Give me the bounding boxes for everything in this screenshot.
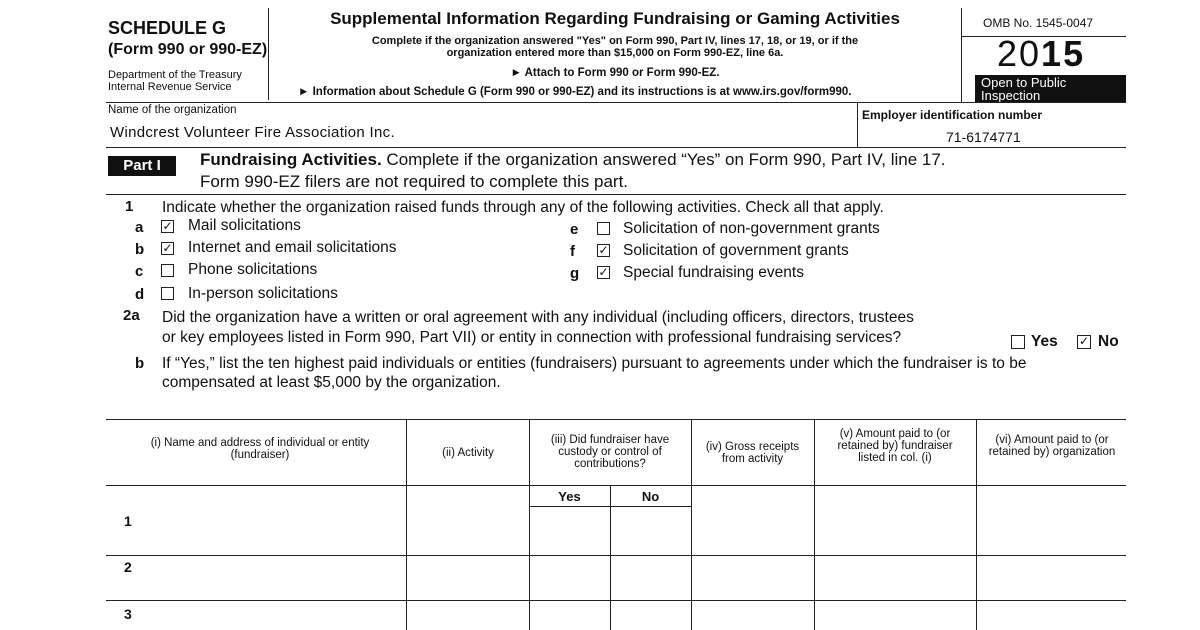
activity-b-label: Internet and email solicitations [188, 239, 397, 256]
part-one-heading-rest: Complete if the organization answered “Yes” on Form 990, Part IV, line 17. [381, 150, 946, 169]
activity-f-label: Solicitation of government grants [623, 242, 849, 259]
irs-label: Internal Revenue Service [108, 81, 232, 93]
table-header-bottom-rule [106, 485, 1126, 486]
column-header-gross-receipts: (iv) Gross receipts from activity [705, 441, 800, 465]
table-row-3-number: 3 [124, 606, 132, 622]
part-one-badge: Part I [108, 156, 176, 176]
activity-e-label: Solicitation of non-government grants [623, 220, 880, 237]
activity-a-checkbox[interactable]: ✓ [162, 219, 173, 233]
question-2a-yes-label: Yes [1031, 333, 1058, 350]
form-subtitle-2: organization entered more than $15,000 on Form 990-EZ, line 6a. [446, 47, 784, 59]
activity-d-checkbox[interactable] [161, 287, 174, 300]
activity-a-label: Mail solicitations [188, 217, 301, 234]
column-subheader-no: No [641, 489, 660, 504]
ein-divider [857, 102, 858, 148]
form-subtitle-1: Complete if the organization answered "Yes" on Form 990, Part IV, lines 17, 18, or 19, or if the [371, 35, 859, 47]
activity-c-letter: c [135, 263, 144, 280]
ein-label: Employer identification number [862, 108, 1043, 122]
table-row-2-number: 2 [124, 559, 132, 575]
open-to-public-line1: Open to Public [981, 75, 1067, 90]
table-col-divider-5 [976, 419, 977, 630]
question-2a-no-label: No [1098, 333, 1119, 350]
question-2b-line1: If “Yes,” list the ten highest paid individuals or entities (fundraisers) pursuant to agreements under which the fundraiser is to be [162, 355, 1027, 372]
column-subheader-yes: Yes [558, 489, 581, 504]
activity-g-letter: g [570, 265, 580, 282]
activity-c-label: Phone solicitations [188, 261, 318, 278]
table-row-2-rule [106, 600, 1126, 601]
line-1-number: 1 [125, 198, 134, 215]
department-label: Department of the Treasury [108, 69, 242, 81]
table-top-rule [106, 419, 1126, 420]
form-title: Supplemental Information Regarding Fundraising or Gaming Activities [330, 9, 900, 28]
table-col-divider-1 [406, 419, 407, 630]
activity-e-checkbox[interactable] [597, 222, 610, 235]
part-one-heading-bold: Fundraising Activities. [200, 150, 382, 169]
question-2b-line2: compensated at least $5,000 by the organization. [162, 374, 501, 391]
line-1-text: Indicate whether the organization raised funds through any of the following activities. Check all that apply. [162, 199, 884, 216]
activity-d-letter: d [135, 286, 145, 303]
activity-b-checkbox[interactable]: ✓ [162, 241, 173, 255]
question-2a-yes-checkbox[interactable] [1011, 335, 1025, 349]
activity-e-letter: e [570, 221, 579, 238]
column-header-paid-to-organization: (vi) Amount paid to (or retained by) organization [988, 434, 1116, 458]
table-col-divider-3 [691, 419, 692, 630]
part-one-heading [200, 150, 946, 170]
activity-d-label: In-person solicitations [188, 285, 338, 302]
part-one-heading-line2: Form 990-EZ filers are not required to complete this part. [200, 172, 629, 191]
question-2a-line2: or key employees listed in Form 990, Part VII) or entity in connection with professional fundraising services? [162, 329, 902, 346]
omb-number: OMB No. 1545-0047 [983, 16, 1094, 30]
header-right-divider [961, 8, 962, 103]
column-header-custody: (iii) Did fundraiser have custody or control of contributions? [550, 434, 670, 470]
activity-b-letter: b [135, 241, 145, 258]
table-row-1-number: 1 [124, 513, 132, 529]
part-one-bottom-rule [106, 194, 1126, 195]
ein-value[interactable]: 71-6174771 [946, 129, 1021, 145]
question-2a-line1: Did the organization have a written or oral agreement with any individual (including officers, directors, trustees [162, 309, 914, 326]
table-row-1-rule [106, 555, 1126, 556]
table-col-divider-yes-no [610, 485, 611, 630]
schedule-label: SCHEDULE G [108, 18, 227, 38]
activity-f-checkbox[interactable]: ✓ [598, 243, 609, 257]
activity-f-letter: f [570, 243, 575, 260]
activity-a-letter: a [135, 219, 144, 236]
org-name-label: Name of the organization [108, 104, 237, 116]
question-2a-no-checkbox[interactable]: ✓ [1078, 334, 1090, 348]
column-header-paid-to-fundraiser: (v) Amount paid to (or retained by) fundraiser listed in col. (i) [837, 428, 953, 464]
activity-g-label: Special fundraising events [623, 264, 804, 281]
attach-instruction: ► Attach to Form 990 or Form 990-EZ. [510, 67, 720, 79]
table-col-divider-4 [814, 419, 815, 630]
header-bottom-rule [106, 102, 1126, 103]
header-left-divider [268, 8, 269, 100]
open-to-public-line2: Inspection [981, 88, 1041, 103]
info-instruction: ► Information about Schedule G (Form 990 or 990-EZ) and its instructions is at www.irs.gov/form990. [298, 86, 852, 98]
open-to-public-box [975, 75, 1126, 103]
table-col-divider-2 [529, 419, 530, 630]
column-header-name-address: (i) Name and address of individual or entity (fundraiser) [150, 437, 370, 461]
org-name-value[interactable]: Windcrest Volunteer Fire Association Inc. [110, 124, 395, 141]
org-bottom-rule [106, 147, 1126, 148]
question-2b-letter: b [135, 355, 145, 372]
activity-g-checkbox[interactable]: ✓ [598, 265, 609, 279]
column-header-activity: (ii) Activity [442, 447, 494, 459]
tax-year [997, 34, 1085, 74]
tax-year-suffix: 15 [1041, 33, 1086, 74]
question-2a-number: 2a [123, 307, 140, 324]
form-label: (Form 990 or 990-EZ) [108, 41, 268, 58]
activity-c-checkbox[interactable] [161, 264, 174, 277]
tax-year-prefix: 20 [997, 33, 1042, 74]
